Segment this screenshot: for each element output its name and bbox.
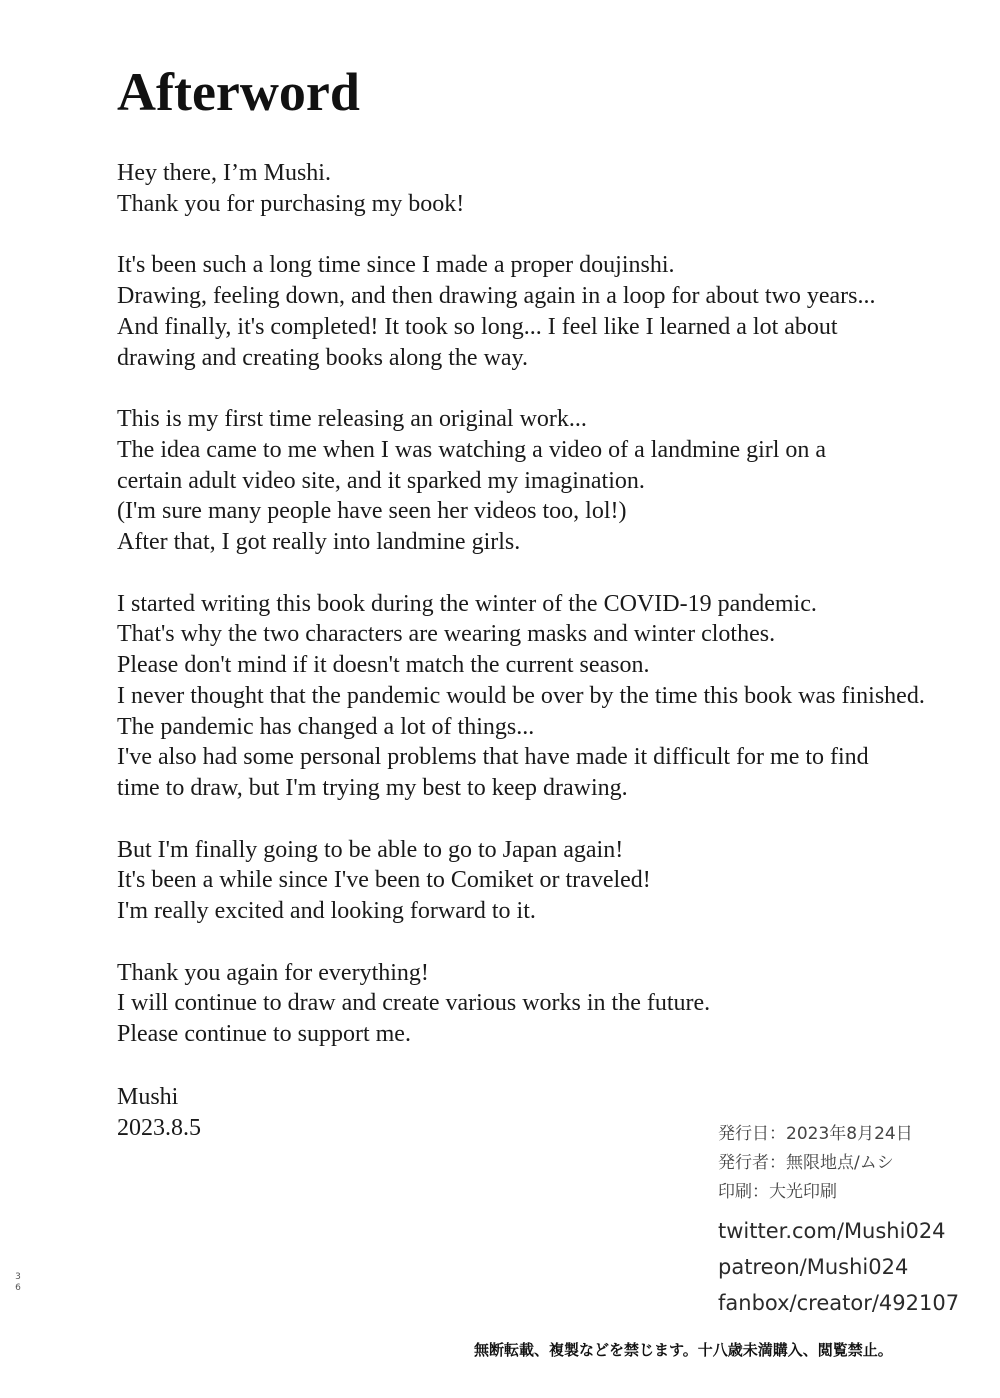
text-line: time to draw, but I'm trying my best to keep drawing.: [117, 775, 628, 801]
text-line: After that, I got really into landmine girls.: [117, 529, 521, 555]
text-line: The pandemic has changed a lot of things...: [117, 713, 535, 740]
text-line: It's been a while since I've been to Comiket or traveled!: [117, 867, 651, 894]
paragraph-pandemic: [117, 589, 997, 804]
publisher: 発行者：無限地点/ムシ: [718, 1153, 894, 1173]
printer: 印刷：大光印刷: [718, 1182, 837, 1202]
page-number: 36: [15, 1272, 21, 1293]
twitter-link: twitter.com/Mushi024: [718, 1219, 946, 1243]
text-line: And finally, it's completed! It took so long... I feel like I learned a lot about: [117, 313, 838, 340]
afterword-body: [117, 158, 997, 1081]
text-line: I've also had some personal problems that have made it difficult for me to find: [117, 744, 869, 771]
paragraph-japan: [117, 835, 997, 927]
paragraph-greeting: [117, 158, 997, 220]
text-line: I never thought that the pandemic would be over by the time this book was finished.: [117, 682, 925, 709]
text-line: Hey there, I’m Mushi.: [117, 160, 331, 186]
colophon: [718, 1120, 959, 1321]
text-line: I started writing this book during the winter of the COVID-19 pandemic.: [117, 590, 817, 617]
text-line: certain adult video site, and it sparked my imagination.: [117, 467, 645, 494]
text-line: It's been such a long time since I made a proper doujinshi.: [117, 252, 675, 279]
signature-block: [117, 1082, 201, 1144]
patreon-link: patreon/Mushi024: [718, 1255, 909, 1279]
text-line: drawing and creating books along the way.: [117, 344, 528, 371]
signature-date: 2023.8.5: [117, 1114, 201, 1141]
text-line: Drawing, feeling down, and then drawing again in a loop for about two years...: [117, 283, 876, 309]
copyright-notice: 無断転載、複製などを禁じます。十八歳未満購入、閲覧禁止。: [474, 1341, 893, 1359]
text-line: But I'm finally going to be able to go to Japan again!: [117, 836, 624, 863]
paragraph-original-work: [117, 404, 997, 558]
text-line: Thank you again for everything!: [117, 959, 429, 986]
text-line: Thank you for purchasing my book!: [117, 190, 465, 217]
fanbox-link: fanbox/creator/492107: [718, 1291, 960, 1315]
page-title: Afterword: [117, 62, 360, 122]
text-line: Please continue to support me.: [117, 1021, 411, 1047]
author-name: Mushi: [117, 1084, 179, 1110]
text-line: Please don't mind if it doesn't match the current season.: [117, 652, 650, 678]
text-line: That's why the two characters are wearing masks and winter clothes.: [117, 621, 776, 648]
text-line: This is my first time releasing an original work...: [117, 406, 587, 432]
text-line: I'm really excited and looking forward to it.: [117, 898, 536, 924]
paragraph-doujinshi: [117, 250, 997, 373]
text-line: I will continue to draw and create various works in the future.: [117, 990, 711, 1017]
text-line: (I'm sure many people have seen her videos too, lol!): [117, 498, 627, 525]
issue-date: 発行日：2023年8月24日: [718, 1124, 913, 1144]
paragraph-thanks: [117, 958, 997, 1050]
text-line: The idea came to me when I was watching a video of a landmine girl on a: [117, 436, 827, 463]
